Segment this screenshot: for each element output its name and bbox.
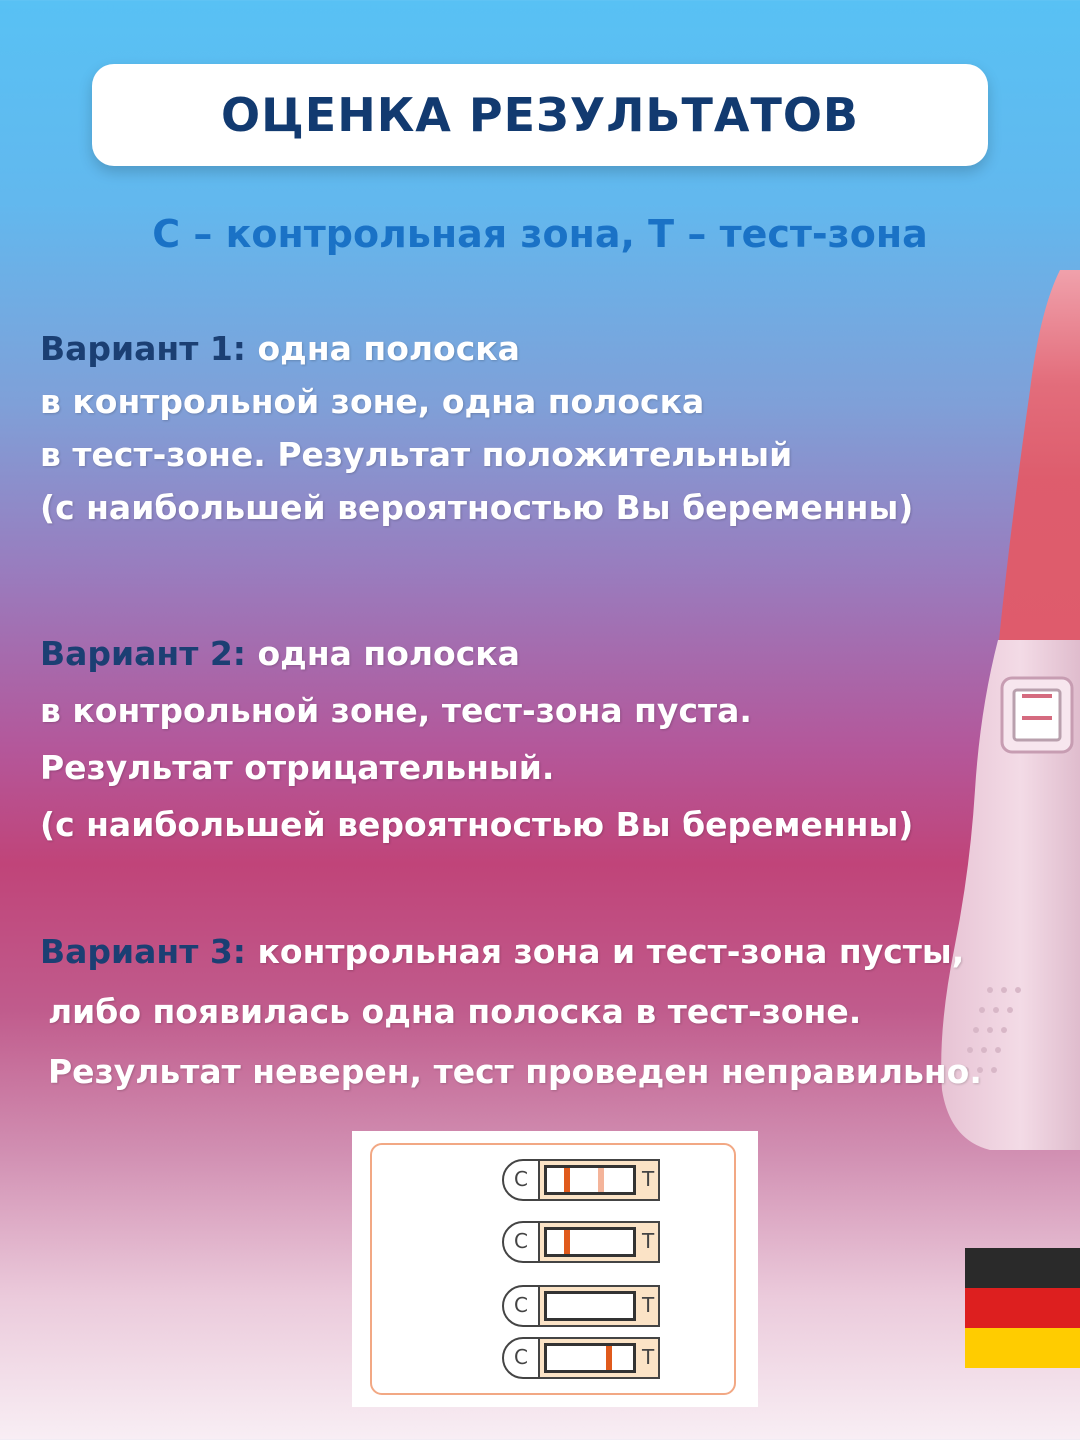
control-line [564, 1230, 570, 1254]
control-zone-label: C [514, 1345, 528, 1369]
subtitle: С – контрольная зона, Т – тест-зона [152, 212, 928, 256]
variant-text: в тест-зоне. Результат положительный [40, 435, 793, 474]
variant-text: либо появилась одна полоска в тест-зоне. [48, 992, 862, 1031]
variant-label: Вариант 2: [40, 634, 247, 673]
page-title: ОЦЕНКА РЕЗУЛЬТАТОВ [221, 88, 859, 142]
germany-flag-icon [965, 1248, 1080, 1368]
test-line [598, 1168, 604, 1192]
control-line [564, 1168, 570, 1192]
variant-3 [40, 922, 982, 1102]
test-strips-illustration [352, 1131, 758, 1407]
variant-text: контрольная зона и тест-зона пусты, [257, 932, 965, 971]
variant-text: (с наибольшей вероятностью Вы беременны) [40, 805, 914, 844]
control-zone-label: C [514, 1229, 528, 1253]
variant-2 [40, 625, 913, 853]
test-zone-label: T [642, 1293, 655, 1317]
title-card [92, 64, 988, 166]
variant-1 [40, 322, 913, 534]
variant-text: в контрольной зоне, одна полоска [40, 382, 705, 421]
test-strip [502, 1219, 662, 1265]
control-zone-label: C [514, 1167, 528, 1191]
variant-text: одна полоска [257, 634, 520, 673]
test-strip [502, 1335, 662, 1381]
test-zone-label: T [642, 1229, 655, 1253]
test-zone-label: T [642, 1167, 655, 1191]
test-line [606, 1346, 612, 1370]
variant-text: (с наибольшей вероятностью Вы беременны) [40, 488, 914, 527]
variant-text: одна полоска [257, 329, 520, 368]
test-zone-label: T [642, 1345, 655, 1369]
variant-text: в контрольной зоне, тест-зона пуста. [40, 691, 752, 730]
variant-text: Результат неверен, тест проведен неправильно. [48, 1052, 982, 1091]
variant-label: Вариант 1: [40, 329, 247, 368]
variant-text: Результат отрицательный. [40, 748, 555, 787]
test-strip [502, 1157, 662, 1203]
variant-label: Вариант 3: [40, 932, 247, 971]
control-zone-label: C [514, 1293, 528, 1317]
test-strip [502, 1283, 662, 1329]
